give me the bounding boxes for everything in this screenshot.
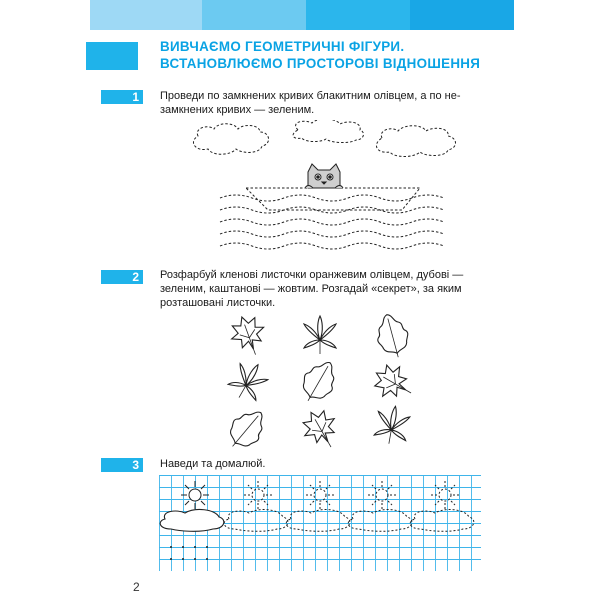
maple-leaf-icon (368, 358, 420, 407)
task-3-text (160, 457, 500, 471)
sun-icon (181, 481, 209, 509)
task-1-text (160, 89, 500, 117)
boat-icon (246, 188, 420, 210)
page-number: 2 (133, 580, 140, 594)
task-3-line-1: Наведи та домалюй. (160, 458, 266, 470)
maple-leaf-icon (226, 312, 272, 360)
sun-icon (368, 481, 396, 509)
puddle-shape (224, 510, 288, 532)
task-number-1: 1 (101, 90, 143, 104)
header-tab (86, 42, 138, 70)
bar-segment-4 (410, 0, 514, 30)
chestnut-leaf-icon (304, 316, 336, 354)
task-1-line-2: замкнених кривих — зеленим. (160, 104, 315, 116)
page-title-line-1: ВИВЧАЄМО ГЕОМЕТРИЧНІ ФІГУРИ. (160, 39, 405, 54)
wave-line (220, 231, 444, 237)
task-number-3: 3 (101, 458, 143, 472)
page-title-line-2: ВСТАНОВЛЮЄМО ПРОСТОРОВІ ВІДНОШЕННЯ (160, 56, 481, 71)
puddle-shape (348, 510, 412, 532)
task-3-grid (159, 475, 481, 571)
maple-leaf-icon (296, 404, 345, 452)
chestnut-leaf-icon (373, 404, 411, 447)
bar-segment-2 (202, 0, 306, 30)
task-2-leaves (220, 312, 430, 452)
puddle-shape (160, 510, 224, 532)
puddle-shape (286, 510, 350, 532)
oak-leaf-icon (372, 312, 413, 361)
task-2-line-3: розташовані листочки. (160, 297, 276, 309)
bar-segment-1 (90, 0, 202, 30)
cloud-icon (376, 126, 455, 157)
oak-leaf-icon (295, 355, 344, 408)
sun-icon (431, 481, 459, 509)
puddle-shape (410, 510, 474, 532)
wave-line (220, 219, 444, 225)
task-number-2: 2 (101, 270, 143, 284)
sun-icon (244, 481, 272, 509)
task-1-line-1: Проведи по замкнених кривих блакитним олівцем, а по не- (160, 90, 461, 102)
cloud-icon (193, 124, 268, 155)
top-color-bar (0, 0, 600, 30)
task-2-line-1: Розфарбуй кленові листочки оранжевим олівцем, дубові — (160, 269, 464, 281)
task-1-illustration (180, 120, 470, 260)
wave-line (220, 243, 444, 249)
bar-segment-3 (306, 0, 410, 30)
sun-icon (306, 481, 334, 509)
chestnut-leaf-icon (225, 357, 272, 406)
page-title (160, 38, 540, 72)
cat-icon (305, 164, 343, 188)
task-2-text (160, 268, 500, 310)
oak-leaf-icon (221, 403, 273, 452)
task-2-line-2: зеленим, каштанові — жовтим. Розгадай «секрет», за яким (160, 283, 462, 295)
cloud-icon (293, 120, 363, 143)
